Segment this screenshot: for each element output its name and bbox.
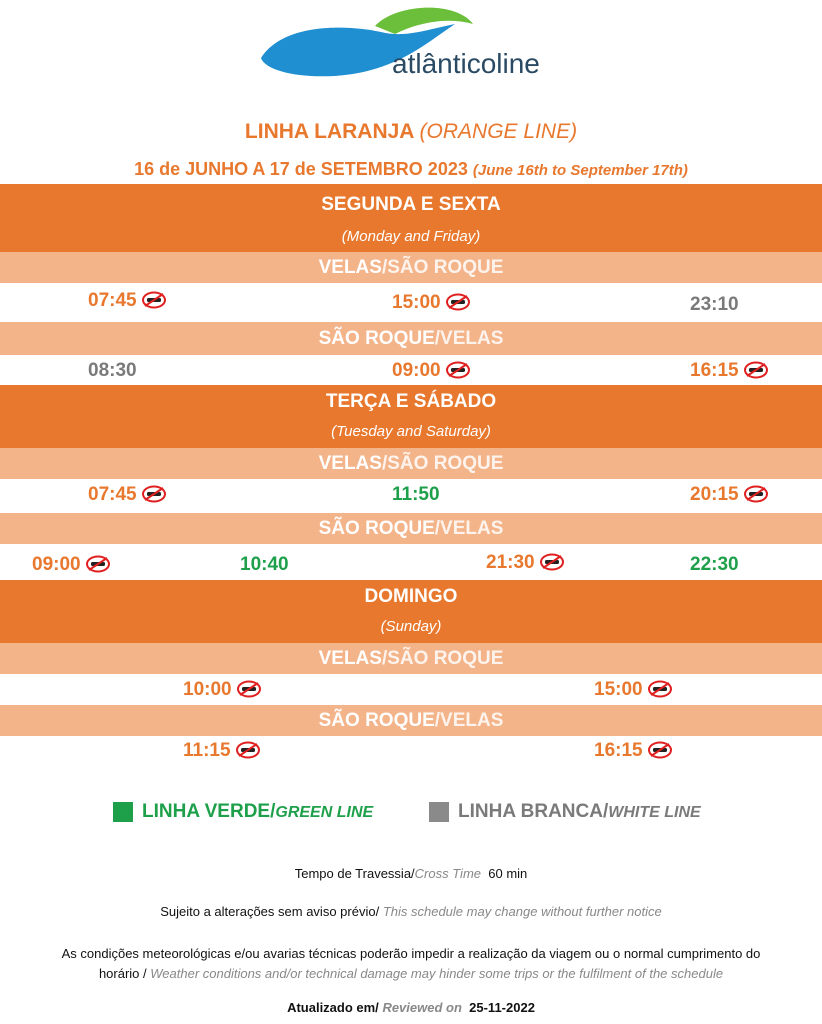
departure-time: 22:30: [690, 554, 739, 575]
no-car-icon: [85, 555, 111, 573]
no-car-icon: [141, 291, 167, 309]
departure-time: 15:00: [594, 679, 673, 701]
schedule-notice: Sujeito a alterações sem aviso prévio/ This schedule may change without further notice: [160, 904, 662, 919]
route-from: SÃO ROQUE: [318, 710, 435, 731]
day-title: TERÇA E SÁBADO: [325, 391, 497, 412]
departure-time: 07:45: [88, 484, 167, 506]
line-title-pt: LINHA LARANJA: [244, 120, 414, 143]
route-to: /VELAS: [434, 710, 504, 731]
no-car-icon: [743, 361, 769, 379]
section-header-mon-fri: [0, 184, 822, 252]
route-to: /SÃO ROQUE: [381, 648, 504, 669]
day-title-en: (Sunday): [380, 618, 442, 635]
legend-green-line: LINHA VERDE/GREEN LINE: [142, 801, 374, 822]
route-from: VELAS: [318, 648, 382, 669]
departure-time: 07:45: [88, 290, 167, 312]
route-header: [0, 705, 822, 736]
departure-time: 08:30: [88, 360, 137, 381]
departure-time: 10:00: [183, 679, 262, 701]
section-header-tue-sat: [0, 385, 822, 448]
day-title-en: (Tuesday and Saturday): [331, 423, 491, 440]
no-car-icon: [236, 680, 262, 698]
no-car-icon: [445, 293, 471, 311]
no-car-icon: [647, 680, 673, 698]
route-to: /SÃO ROQUE: [381, 257, 504, 278]
departure-time: 11:50: [392, 484, 440, 505]
route-from: VELAS: [318, 257, 382, 278]
departure-time: 11:15: [183, 740, 261, 762]
route-header: [0, 448, 822, 479]
date-range-pt: 16 de JUNHO A 17 de SETEMBRO 2023: [134, 159, 468, 179]
green-line-swatch: [113, 802, 133, 822]
day-title-en: (Monday and Friday): [341, 228, 481, 245]
logo: [392, 48, 540, 80]
line-title: [0, 120, 822, 144]
departure-time: 10:40: [240, 554, 289, 575]
route-from: SÃO ROQUE: [318, 518, 435, 539]
date-range-en: (June 16th to September 17th): [472, 162, 688, 179]
departure-time: 09:00: [32, 554, 111, 576]
route-header: [0, 643, 822, 674]
no-car-icon: [445, 361, 471, 379]
no-car-icon: [141, 485, 167, 503]
white-line-swatch: [429, 802, 449, 822]
section-header-sun: [0, 580, 822, 643]
departure-time: 09:00: [392, 360, 471, 382]
line-title-en: (ORANGE LINE): [419, 120, 578, 143]
route-to: /VELAS: [434, 518, 504, 539]
departure-time: 23:10: [690, 294, 739, 315]
legend-white-line: LINHA BRANCA/WHITE LINE: [458, 801, 701, 822]
updated-date: Atualizado em/ Reviewed on 25-11-2022: [287, 1000, 535, 1015]
departure-time: 16:15: [690, 360, 769, 382]
route-to: /VELAS: [434, 328, 504, 349]
departure-time: 21:30: [486, 552, 565, 574]
logo-text: atlântico: [392, 48, 497, 79]
no-car-icon: [235, 741, 261, 759]
date-range: [0, 159, 822, 180]
departure-time: 15:00: [392, 292, 471, 314]
route-from: SÃO ROQUE: [318, 328, 435, 349]
departure-time: 16:15: [594, 740, 673, 762]
day-title: SEGUNDA E SEXTA: [321, 194, 501, 215]
route-header: [0, 252, 822, 283]
route-to: /SÃO ROQUE: [381, 453, 504, 474]
no-car-icon: [539, 553, 565, 571]
logo-text-line: line: [496, 48, 540, 79]
cross-time: Tempo de Travessia/Cross Time 60 min: [294, 866, 528, 881]
no-car-icon: [743, 485, 769, 503]
departure-time: 20:15: [690, 484, 769, 506]
route-from: VELAS: [318, 453, 382, 474]
day-title: DOMINGO: [364, 586, 458, 607]
route-header: [0, 513, 822, 544]
weather-notice: As condições meteorológicas e/ou avarias técnicas poderão impedir a realização da viagem ou o normal cumprimento do horário / Weather conditions and/or technical damage may hinder some trips or the fulfilment of the schedule: [61, 946, 761, 981]
route-header: [0, 322, 822, 355]
no-car-icon: [647, 741, 673, 759]
